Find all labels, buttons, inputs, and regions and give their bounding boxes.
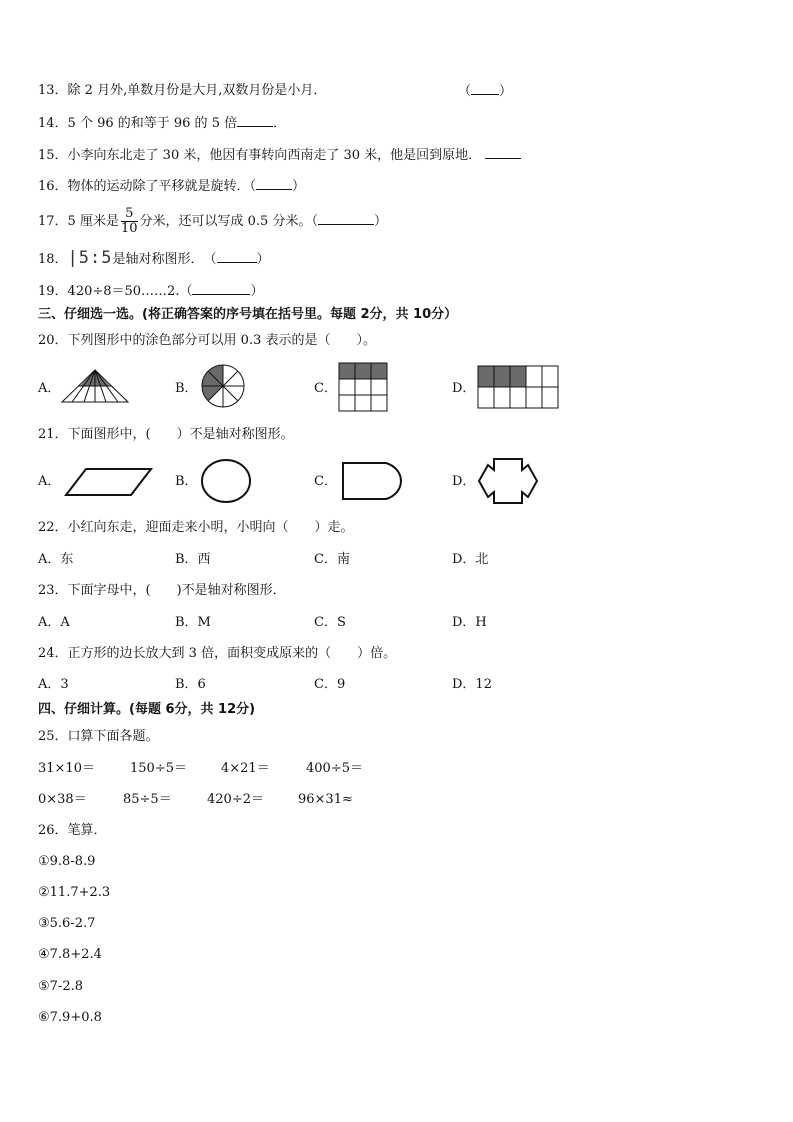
question-17: 17．5 厘米是 $\frac{5}{10}$ 分米，还可以写成 0.5 分米。（ ） (38, 206, 387, 236)
option-a[interactable]: A．东 (38, 552, 74, 567)
calc-item: 400÷5＝ (306, 761, 363, 776)
option-b[interactable]: B．西 (175, 552, 211, 567)
answer-blank[interactable] (471, 82, 499, 95)
question-24: 24．正方形的边长放大到 3 倍，面积变成原来的（ ）倍。 (38, 646, 397, 661)
option-d-label[interactable]: D． (452, 474, 476, 489)
question-23: 23．下面字母中，( )不是轴对称图形． (38, 583, 286, 598)
answer-blank[interactable] (237, 114, 273, 127)
option-c-label[interactable]: C． (314, 474, 337, 489)
calc-item: ①9.8-8.9 (38, 854, 96, 869)
answer-blank[interactable] (485, 146, 521, 159)
answer-blank[interactable] (256, 177, 292, 190)
question-26: 26．笔算． (38, 823, 107, 838)
option-b-label[interactable]: B． (175, 474, 198, 489)
option-d[interactable]: D．北 (452, 552, 489, 567)
calc-item: 96×31≈ (298, 792, 353, 807)
question-text: 16．物体的运动除了平移就是旋转．（ (38, 179, 257, 194)
answer-blank[interactable] (318, 212, 374, 225)
option-d-label[interactable]: D． (452, 381, 476, 396)
option-b-label[interactable]: B． (175, 381, 198, 396)
grid-2x5-shaded-figure (477, 365, 561, 411)
calc-item: ②11.7+2.3 (38, 885, 111, 900)
calc-item: ④7.8+2.4 (38, 947, 102, 962)
option-d[interactable]: D．H (452, 615, 487, 630)
parallelogram-figure (64, 467, 154, 497)
section-heading: 三、仔细选一选。(将正确答案的序号填在括号里。每题 2分，共 10分） (38, 307, 458, 322)
calc-item: ③5.6-2.7 (38, 916, 96, 931)
circle-sectors-figure (200, 363, 248, 409)
calc-item: ⑥7.9+0.8 (38, 1010, 102, 1025)
question-text: 13．除 2 月外,单数月份是大月,双数月份是小月． (38, 83, 327, 98)
double-arrow-figure (476, 456, 540, 506)
question-text: 19．420÷8＝50……2.（ (38, 284, 193, 299)
question-20: 20．下列图形中的涂色部分可以用 0.3 表示的是（ ）。 (38, 333, 376, 348)
calc-item: 420÷2＝ (207, 792, 264, 807)
digital-glyph: |5:5 (67, 248, 113, 268)
option-c[interactable]: C．S (314, 615, 346, 630)
question-21: 21．下面图形中，( ）不是轴对称图形。 (38, 427, 294, 442)
calc-item: 0×38＝ (38, 792, 87, 807)
option-c[interactable]: C．南 (314, 552, 350, 567)
question-18: 18．|5:5是轴对称图形． （ ） (38, 248, 270, 268)
option-c-label[interactable]: C． (314, 381, 337, 396)
calc-item: 85÷5＝ (123, 792, 172, 807)
section-heading: 四、仔细计算。(每题 6分，共 12分) (38, 702, 256, 717)
question-13 (38, 82, 326, 100)
calc-item: 150÷5＝ (130, 761, 187, 776)
grid-3x3-shaded-figure (338, 362, 390, 412)
question-14: 14．5 个 96 的和等于 96 的 5 倍 ． (38, 116, 287, 131)
answer-paren: （ ） (458, 84, 513, 99)
answer-blank[interactable] (192, 282, 250, 295)
calc-item: 31×10＝ (38, 761, 95, 776)
question-22: 22．小红向东走，迎面走来小明，小明向（ ）走。 (38, 520, 354, 535)
fraction: $\frac{5}{10}$ (120, 206, 138, 236)
option-a-label[interactable]: A． (38, 381, 61, 396)
question-25: 25．口算下面各题。 (38, 729, 159, 744)
question-text: 15．小李向东北走了 30 米，他因有事转向西南走了 30 米，他是回到原地． (38, 148, 482, 163)
option-d[interactable]: D．12 (452, 677, 492, 692)
option-b[interactable]: B．6 (175, 677, 206, 692)
option-a[interactable]: A．A (38, 615, 70, 630)
calc-item: 4×21＝ (221, 761, 270, 776)
question-15 (38, 146, 521, 165)
question-16: 16．物体的运动除了平移就是旋转．（ ） (38, 179, 306, 194)
option-a-label[interactable]: A． (38, 474, 61, 489)
question-text: 14．5 个 96 的和等于 96 的 5 倍 (38, 116, 238, 131)
calc-item: ⑤7-2.8 (38, 979, 83, 994)
circle-figure (200, 458, 254, 506)
rounded-shape-figure (340, 460, 410, 502)
option-a[interactable]: A．3 (38, 677, 69, 692)
answer-blank[interactable] (217, 250, 257, 263)
triangle-shaded-figure (60, 368, 130, 404)
option-b[interactable]: B．M (175, 615, 211, 630)
option-c[interactable]: C．9 (314, 677, 346, 692)
question-19: 19．420÷8＝50……2.（ ） (38, 284, 264, 299)
